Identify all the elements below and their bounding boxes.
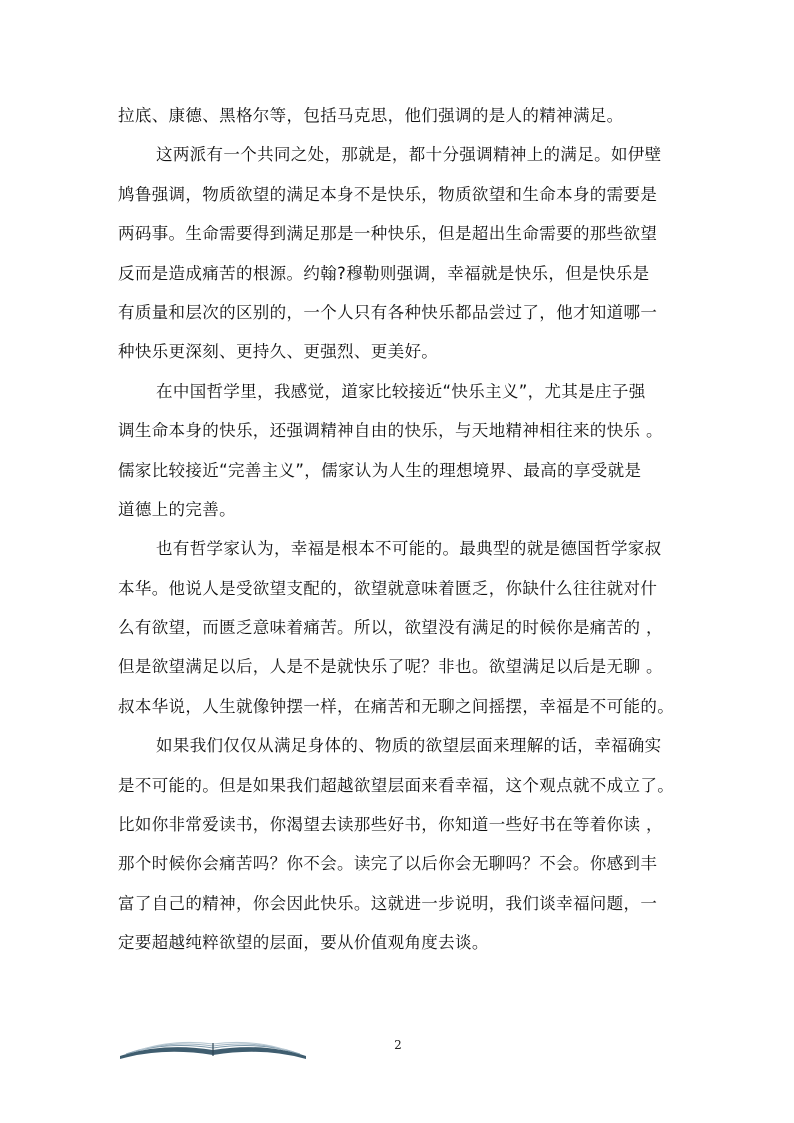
text-line: 反而是造成痛苦的根源。约翰?穆勒则强调，幸福就是快乐，但是快乐是 (118, 263, 650, 283)
text-line: 那个时候你会痛苦吗？你不会。读完了以后你会无聊吗？不会。你感到丰 (118, 854, 658, 874)
text-line: 种快乐更深刻、更持久、更强烈、更美好。 (118, 342, 439, 362)
text-line: 拉底、康德、黑格尔等，包括马克思，他们强调的是人的精神满足。 (118, 106, 624, 125)
text-line: 是不可能的。但是如果我们超越欲望层面来看幸福，这个观点就不成立了。 (118, 775, 675, 795)
text-line: 如果我们仅仅从满足身体的、物质的欲望层面来理解的话，幸福确实 (156, 736, 662, 756)
text-line: 儒家比较接近“完善主义”，儒家认为人生的理想境界、最高的享受就是 (118, 460, 642, 480)
text-line: 有质量和层次的区别的，一个人只有各种快乐都品尝过了，他才知道哪一 (118, 302, 658, 322)
text-line: 么有欲望，而匮乏意味着痛苦。所以，欲望没有满足的时候你是痛苦的 ， (118, 618, 663, 638)
text-line: 道德上的完善。 (118, 499, 236, 519)
text-line: 但是欲望满足以后，人是不是就快乐了呢？非也。欲望满足以后是无聊 。 (118, 657, 663, 677)
open-book-icon (118, 1036, 308, 1062)
text-line: 富了自己的精神，你会因此快乐。这就进一步说明，我们谈幸福问题，一 (118, 893, 658, 913)
text-line: 在中国哲学里，我感觉，道家比较接近“快乐主义”，尤其是庄子强 (156, 381, 646, 401)
text-line: 调生命本身的快乐，还强调精神自由的快乐，与天地精神相往来的快乐 。 (118, 421, 663, 441)
text-line: 本华。他说人是受欲望支配的，欲望就意味着匮乏，你缺什么往往就对什 (118, 578, 658, 598)
text-line: 比如你非常爱读书，你渴望去读那些好书，你知道一些好书在等着你读 ， (118, 815, 663, 835)
page-number: 2 (394, 1038, 402, 1052)
text-line: 叔本华说，人生就像钟摆一样，在痛苦和无聊之间摇摆，幸福是不可能的。 (118, 696, 675, 716)
text-line: 也有哲学家认为，幸福是根本不可能的。最典型的就是德国哲学家叔 (156, 539, 662, 559)
text-line: 鸠鲁强调，物质欲望的满足本身不是快乐，物质欲望和生命本身的需要是 (118, 184, 658, 204)
text-line: 两码事。生命需要得到满足那是一种快乐，但是超出生命需要的那些欲望 (118, 224, 658, 244)
text-line: 这两派有一个共同之处，那就是，都十分强调精神上的满足。如伊壁 (156, 145, 662, 165)
body-text (118, 96, 678, 963)
text-line: 定要超越纯粹欲望的层面，要从价值观角度去谈。 (118, 933, 489, 953)
